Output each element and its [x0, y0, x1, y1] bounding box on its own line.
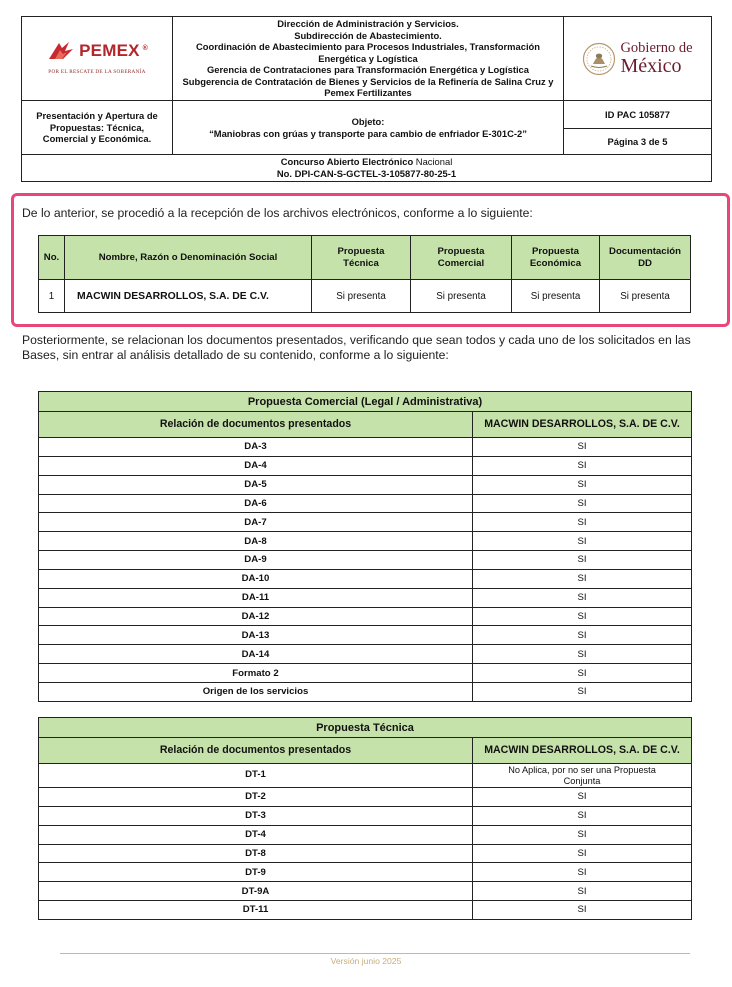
doc-code: DT-4 — [39, 825, 473, 844]
footer-divider — [60, 953, 690, 954]
doc-status: SI — [473, 551, 692, 570]
doc-code: DA-10 — [39, 569, 473, 588]
table-row — [39, 664, 692, 683]
col-header: Propuesta Comercial — [411, 236, 512, 280]
table-row — [39, 569, 692, 588]
gobierno-logo-cell — [564, 17, 712, 101]
doc-code: DA-13 — [39, 626, 473, 645]
table-row — [39, 882, 692, 901]
comercial-table — [38, 391, 692, 702]
organization-lines — [173, 17, 564, 101]
doc-code: DT-9A — [39, 882, 473, 901]
doc-code: DT-9 — [39, 863, 473, 882]
document-header — [21, 16, 712, 182]
doc-status: SI — [473, 626, 692, 645]
id-pac: ID PAC 105877 — [605, 108, 670, 120]
col-header: Relación de documentos presentados — [39, 738, 473, 764]
concurso-number: No. DPI-CAN-S-GCTEL-3-105877-80-25-1 — [276, 168, 457, 179]
table-row — [39, 825, 692, 844]
org-line: Subgerencia de Contratación de Bienes y Servicios de la Refinería de Salina Cruz y Pemex Fertilizantes — [182, 75, 554, 99]
table-row — [39, 513, 692, 532]
table-row — [39, 788, 692, 807]
table-row — [39, 494, 692, 513]
pagina-cell — [564, 129, 712, 155]
doc-status: SI — [473, 806, 692, 825]
gobierno-logo — [564, 41, 711, 76]
doc-code: DA-9 — [39, 551, 473, 570]
doc-status: SI — [473, 844, 692, 863]
doc-status: SI — [473, 788, 692, 807]
table-row — [39, 901, 692, 920]
doc-status: SI — [473, 494, 692, 513]
objeto-text: “Maniobras con grúas y transporte para cambio de enfriador E-301C-2” — [209, 127, 527, 139]
table-row — [39, 645, 692, 664]
table-row — [39, 456, 692, 475]
tecnica-title: Propuesta Técnica — [39, 718, 692, 738]
doc-code: DA-14 — [39, 645, 473, 664]
col-header: MACWIN DESARROLLOS, S.A. DE C.V. — [473, 412, 692, 438]
table-row — [39, 475, 692, 494]
reception-table — [38, 235, 691, 313]
table-row — [39, 844, 692, 863]
doc-status: SI — [473, 569, 692, 588]
cell-number: 1 — [39, 280, 65, 313]
pemex-tagline: POR EL RESCATE DE LA SOBERANÍA — [48, 68, 146, 75]
org-line: Subdirección de Abastecimiento. — [294, 29, 442, 41]
doc-status: SI — [473, 882, 692, 901]
cell-company: MACWIN DESARROLLOS, S.A. DE C.V. — [65, 280, 312, 313]
intro-paragraph: De lo anterior, se procedió a la recepción de los archivos electrónicos, conforme a lo siguiente: — [22, 206, 533, 220]
doc-code: DT-8 — [39, 844, 473, 863]
table-row — [39, 438, 692, 457]
col-header: Nombre, Razón o Denominación Social — [65, 236, 312, 280]
table-row — [39, 532, 692, 551]
doc-status: SI — [473, 863, 692, 882]
cell-tecnica: Si presenta — [312, 280, 411, 313]
doc-code: DA-4 — [39, 456, 473, 475]
table-row — [39, 626, 692, 645]
table-row — [39, 280, 691, 313]
table-row — [39, 806, 692, 825]
doc-code: DA-12 — [39, 607, 473, 626]
col-header: Relación de documentos presentados — [39, 412, 473, 438]
col-header: No. — [39, 236, 65, 280]
concurso-type: Concurso Abierto Electrónico — [280, 156, 414, 168]
doc-status: SI — [473, 825, 692, 844]
pemex-eagle-icon — [46, 39, 76, 63]
col-header: MACWIN DESARROLLOS, S.A. DE C.V. — [473, 738, 692, 764]
cell-comercial: Si presenta — [411, 280, 512, 313]
doc-status: SI — [473, 588, 692, 607]
concurso-scope: Nacional — [413, 156, 453, 168]
doc-status: SI — [473, 532, 692, 551]
org-line: Dirección de Administración y Servicios. — [277, 17, 459, 29]
concurso-cell — [22, 155, 712, 182]
comercial-title: Propuesta Comercial (Legal / Administrativa) — [39, 392, 692, 412]
doc-code: DA-5 — [39, 475, 473, 494]
id-pac-cell — [564, 101, 712, 129]
presentacion-cell — [22, 101, 173, 155]
doc-code: DT-2 — [39, 788, 473, 807]
posteriormente-paragraph: Posteriormente, se relacionan los documentos presentados, verificando que sean todos y cada uno de los solicitados en las Bases, sin entrar al análisis detallado de su contenido, conforme a lo siguiente: — [22, 333, 691, 363]
table-row — [39, 607, 692, 626]
doc-status: SI — [473, 438, 692, 457]
tecnica-table — [38, 717, 692, 920]
doc-code: Formato 2 — [39, 664, 473, 683]
table-row — [39, 551, 692, 570]
doc-code: DA-8 — [39, 532, 473, 551]
doc-code: DA-11 — [39, 588, 473, 607]
doc-status: SI — [473, 901, 692, 920]
cell-economica: Si presenta — [512, 280, 600, 313]
page-number: Página 3 de 5 — [607, 135, 668, 147]
doc-status: No Aplica, por no ser una Propuesta Conjunta — [473, 764, 692, 788]
objeto-cell — [173, 101, 564, 155]
doc-code: DA-7 — [39, 513, 473, 532]
org-line: Coordinación de Abastecimiento para Procesos Industriales, Transformación Energética y Logística — [195, 41, 540, 64]
doc-status: SI — [473, 682, 692, 701]
doc-code: Origen de los servicios — [39, 682, 473, 701]
table-row — [39, 588, 692, 607]
doc-code: DT-1 — [39, 764, 473, 788]
pemex-logo: PEMEX ® POR EL RESCATE DE LA SOBERANÍA — [22, 39, 172, 79]
presentacion-text: Presentación y Apertura de Propuestas: Técnica, Comercial y Económica. — [36, 110, 158, 145]
doc-code: DT-11 — [39, 901, 473, 920]
doc-code: DA-6 — [39, 494, 473, 513]
col-header: Documentación DD — [600, 236, 691, 280]
doc-status: SI — [473, 456, 692, 475]
col-header: Propuesta Económica — [512, 236, 600, 280]
pemex-logo-cell — [22, 17, 173, 101]
national-seal-icon — [582, 42, 616, 76]
doc-code: DT-3 — [39, 806, 473, 825]
gobierno-line-1: Gobierno de — [620, 40, 693, 57]
objeto-label: Objeto: — [351, 115, 385, 127]
footer-version: Versión junio 2025 — [330, 956, 402, 966]
cell-documentacion: Si presenta — [600, 280, 691, 313]
pemex-wordmark: PEMEX — [79, 40, 140, 60]
col-header: Propuesta Técnica — [312, 236, 411, 280]
table-row — [39, 682, 692, 701]
doc-status: SI — [473, 645, 692, 664]
org-line: Gerencia de Contrataciones para Transformación Energética y Logística — [207, 64, 529, 76]
doc-status: SI — [473, 664, 692, 683]
doc-code: DA-3 — [39, 438, 473, 457]
doc-status: SI — [473, 607, 692, 626]
doc-status: SI — [473, 513, 692, 532]
table-row — [39, 764, 692, 788]
reception-header-row — [39, 236, 691, 280]
doc-status: SI — [473, 475, 692, 494]
gobierno-line-2: México — [620, 54, 682, 77]
table-row — [39, 863, 692, 882]
